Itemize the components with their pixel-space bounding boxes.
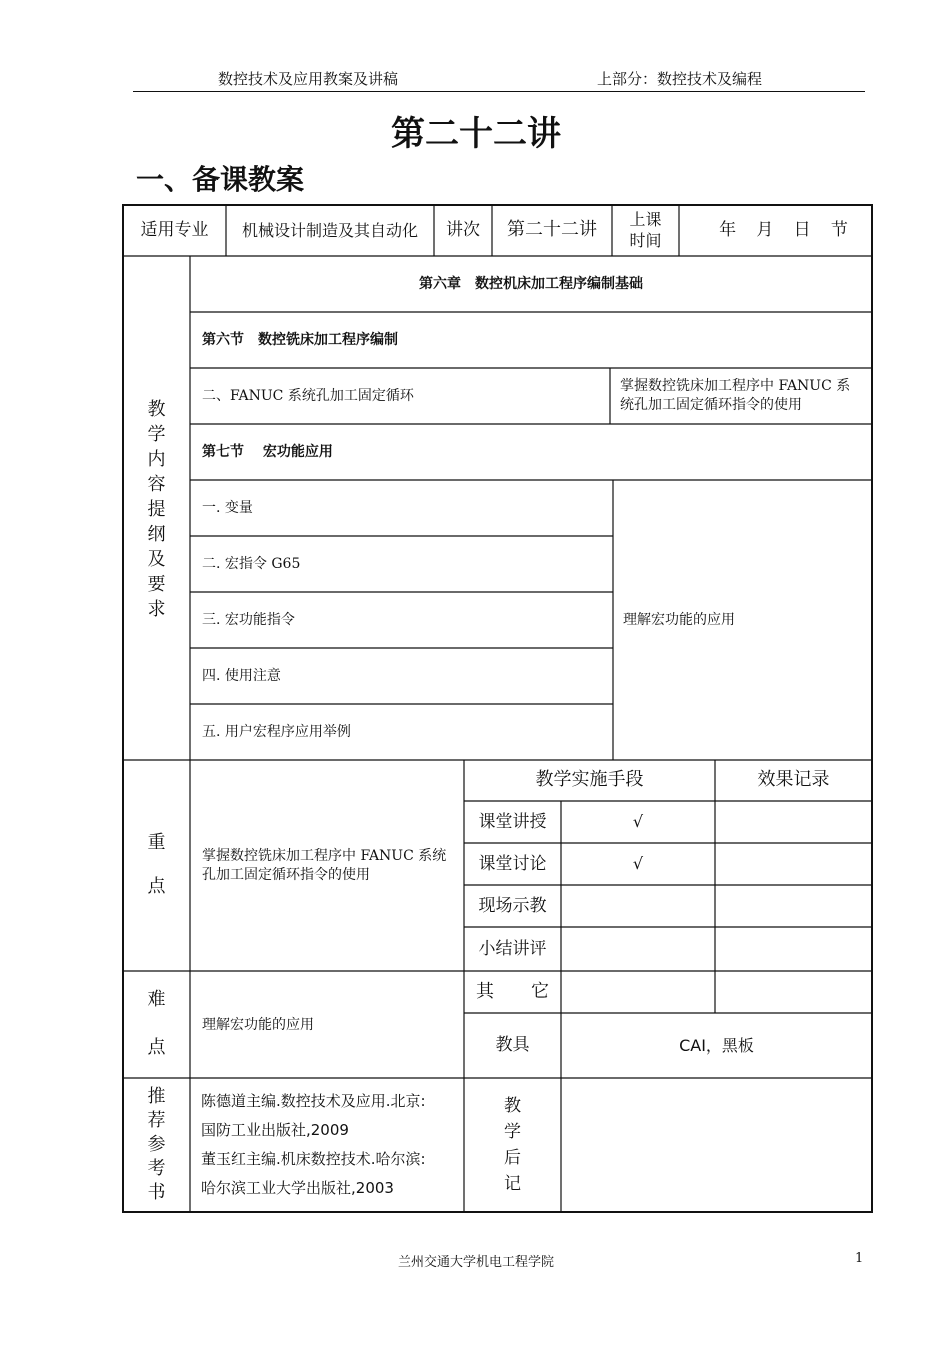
method-check (561, 885, 715, 927)
postscript-label-char: 教 (504, 1096, 521, 1116)
method-name: 小结讲评 (478, 938, 547, 959)
reference-line: 国防工业出版社,2009 (201, 1121, 349, 1139)
lecture-value: 第二十二讲 (507, 219, 597, 241)
outline-item: 四. 使用注意 (202, 667, 281, 684)
chapter-title: 第六章 数控机床加工程序编制基础 (419, 275, 643, 292)
date-day: 日 (793, 220, 811, 241)
class-time-label-line2: 时间 (629, 230, 662, 250)
date-month: 月 (756, 220, 774, 241)
fanuc-item: 二、FANUC 系统孔加工固定循环 (202, 387, 414, 404)
difficulty-label-char: 难 (147, 989, 166, 1010)
reference-line: 陈德道主编.数控技术及应用.北京: (201, 1092, 426, 1110)
method-check: √ (632, 812, 644, 832)
outline-label-char: 学 (147, 423, 166, 445)
date-period: 节 (830, 220, 848, 241)
outline-label-char: 纲 (147, 523, 166, 545)
outline-label-char: 及 (147, 548, 166, 570)
difficulty-text: 理解宏功能的应用 (202, 1016, 314, 1033)
outline-label-char: 要 (147, 573, 166, 595)
other-label-char: 其 (476, 980, 494, 1002)
difficulty-label-char: 点 (147, 1037, 166, 1058)
references-list (190, 1078, 464, 1212)
references-label-char: 书 (147, 1182, 166, 1203)
method-name: 课堂讲授 (478, 811, 547, 832)
footer-institution: 兰州交通大学机电工程学院 (397, 1255, 554, 1270)
outline-item: 一. 变量 (202, 499, 253, 516)
outline-label (123, 395, 190, 623)
means-header: 教学实施手段 (535, 769, 644, 791)
macro-requirement: 理解宏功能的应用 (623, 611, 735, 628)
postscript-label-char: 学 (504, 1122, 521, 1142)
outline-label-char: 求 (147, 598, 166, 620)
tools-value: CAI，黑板 (679, 1035, 754, 1055)
outline-label-char: 提 (147, 498, 166, 520)
major-label: 适用专业 (140, 220, 209, 241)
references-label (123, 1078, 190, 1212)
references-label-char: 推 (147, 1086, 166, 1107)
key-points-label (123, 820, 190, 910)
outline-label-char: 容 (147, 473, 166, 495)
class-time-label (612, 205, 679, 256)
postscript-label (464, 1078, 561, 1212)
method-check: √ (632, 854, 644, 874)
major-value: 机械设计制造及其自动化 (241, 220, 418, 240)
header-right: 上部分：数控技术及编程 (597, 70, 763, 88)
fanuc-requirement: 掌握数控铣床加工程序中 FANUC 系统孔加工固定循环指令的使用 (620, 378, 851, 413)
outline-label-char: 教 (147, 398, 166, 420)
references-label-char: 考 (147, 1158, 166, 1179)
references-label-char: 参 (147, 1134, 166, 1155)
outline-item: 五. 用户宏程序应用举例 (202, 723, 351, 740)
postscript-label-char: 后 (504, 1148, 521, 1168)
reference-line: 董玉红主编.机床数控技术.哈尔滨: (201, 1150, 426, 1168)
section6-title: 第六节 数控铣床加工程序编制 (202, 331, 398, 348)
page-title: 第二十二讲 (391, 114, 561, 154)
class-date-field (679, 205, 872, 256)
effect-header: 效果记录 (757, 769, 830, 791)
key-points-text: 掌握数控铣床加工程序中 FANUC 系统孔加工固定循环指令的使用 (202, 847, 447, 883)
section7-title: 第七节 宏功能应用 (202, 443, 333, 460)
outline-item: 二. 宏指令 G65 (202, 555, 301, 572)
other-label (464, 971, 561, 1013)
section-title: 一、备课教案 (136, 163, 305, 196)
key-points-label-char: 点 (147, 876, 166, 897)
method-check (561, 927, 715, 971)
other-label-char: 它 (531, 980, 549, 1002)
method-name: 课堂讨论 (478, 853, 547, 874)
class-time-label-line1: 上课 (629, 209, 662, 229)
date-year: 年 (719, 220, 737, 241)
lecture-label: 讲次 (446, 220, 480, 241)
outline-item: 三. 宏功能指令 (202, 611, 295, 628)
reference-line: 哈尔滨工业大学出版社,2003 (201, 1179, 394, 1197)
header-left: 数控技术及应用教案及讲稿 (218, 70, 399, 88)
page-number: 1 (855, 1251, 864, 1266)
outline-label-char: 内 (147, 448, 166, 470)
key-points-label-char: 重 (147, 832, 166, 853)
method-name: 现场示教 (478, 895, 547, 916)
difficulty-label (123, 976, 190, 1072)
postscript-label-char: 记 (504, 1174, 521, 1194)
tools-label: 教具 (495, 1035, 530, 1056)
references-label-char: 荐 (147, 1110, 166, 1131)
